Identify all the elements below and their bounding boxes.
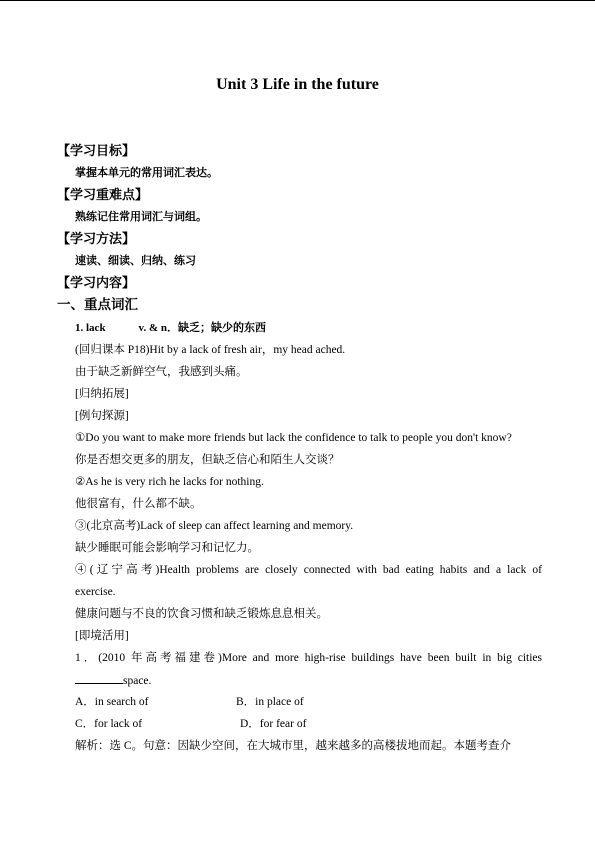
- page-title: Unit 3 Life in the future: [216, 76, 379, 93]
- top-border: [0, 0, 595, 1]
- methods-heading: 【学习方法】: [57, 231, 136, 246]
- example-1: ①Do you want to make more friends but lack the confidence to talk to people you don't know?: [75, 432, 512, 444]
- question-1-tail: space.: [123, 675, 152, 687]
- content-heading: 【学习内容】: [57, 275, 136, 290]
- option-c: C．for lack of: [75, 718, 143, 730]
- example-4-line-1: ④(辽宁高考)Health problems are closely connected with bad eating habits and a lack of: [75, 564, 542, 576]
- key-points-text: 熟练记住常用词汇与词组。: [75, 211, 207, 223]
- word-entry-lack: 1. lack v. & n．缺乏；缺少的东西: [75, 322, 266, 334]
- section-heading: 一、重点词汇: [57, 297, 138, 312]
- example-2-translation: 他很富有，什么都不缺。: [75, 498, 202, 510]
- example-4-line-2: exercise.: [75, 586, 116, 598]
- summary-label: [归纳拓展]: [75, 388, 129, 400]
- practice-label: [即境活用]: [75, 630, 129, 642]
- objectives-heading: 【学习目标】: [57, 143, 136, 158]
- example-1-translation: 你是否想交更多的朋友，但缺乏信心和陌生人交谈？: [75, 454, 340, 466]
- objectives-text: 掌握本单元的常用词汇表达。: [75, 167, 218, 179]
- example-2: ②As he is very rich he lacks for nothing.: [75, 476, 264, 488]
- answer-blank: [75, 672, 123, 684]
- example-3: ③(北京高考)Lack of sleep can affect learning and memory.: [75, 520, 354, 532]
- analysis-text: 解析：选 C。句意：因缺少空间，在大城市里，越来越多的高楼拔地而起。本题考查介: [75, 740, 512, 752]
- example-3-translation: 缺少睡眠可能会影响学习和记忆力。: [75, 542, 259, 554]
- key-points-heading: 【学习重难点】: [57, 187, 149, 202]
- methods-text: 速读、细读、归纳、练习: [75, 255, 196, 267]
- option-d: D．for fear of: [240, 718, 307, 730]
- question-1-line-1: 1．(2010 年高考福建卷)More and more high-rise buildings have been built in big cities: [75, 652, 542, 664]
- question-1-line-2: [75, 672, 151, 689]
- textbook-sentence: (回归课本 P18)Hit by a lack of fresh air，my head ached.: [75, 344, 346, 356]
- example-4-translation: 健康问题与不良的饮食习惯和缺乏锻炼息息相关。: [75, 608, 328, 620]
- option-a: A．in search of: [75, 696, 149, 708]
- textbook-translation: 由于缺乏新鲜空气，我感到头痛。: [75, 366, 248, 378]
- option-b: B．in place of: [236, 696, 304, 708]
- examples-label: [例句探源]: [75, 410, 129, 422]
